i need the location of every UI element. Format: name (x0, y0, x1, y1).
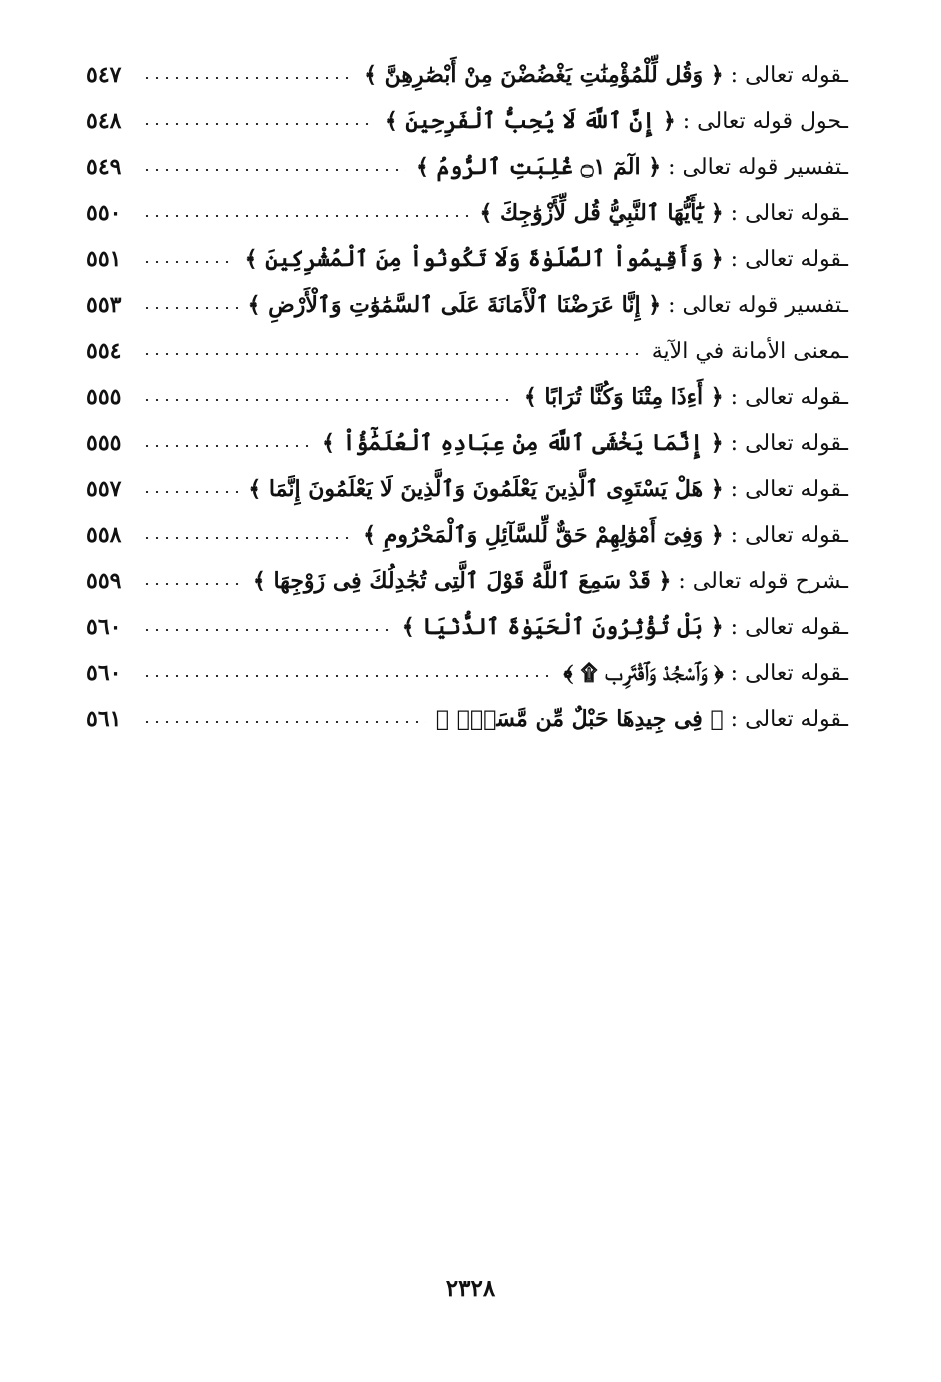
quran-verse: ﴿ فِى جِيدِهَا حَبْلٌ مِّن مَّسَدٍۭ ﴾ (435, 705, 724, 732)
dot-leader (142, 77, 354, 79)
page-number: ٥٤٧ (86, 62, 122, 88)
page-number: ٥٥٠ (86, 200, 122, 226)
dot-leader (142, 169, 406, 171)
dot-leader (142, 491, 238, 493)
quran-verse: ﴿ وَأَقِيمُواْ ٱلصَّلَوٰةَ وَلَا تَكُونُواْ مِنَ ٱلْمُشْرِكِينَ ﴾ (244, 245, 724, 272)
page-number: ٥٥٩ (86, 568, 122, 594)
page-number: ٥٥٨ (86, 522, 122, 548)
page-number: ٥٦٠ (86, 660, 122, 686)
toc-entry-title (518, 374, 848, 421)
quran-verse: ﴿ الٓمٓ ۝١ غُلِبَتِ ٱلرُّومُ ﴾ (415, 153, 662, 180)
entry-prefix: ـقوله تعالى : (723, 62, 848, 88)
dot-leader (142, 721, 426, 723)
toc-entry (86, 282, 848, 328)
entry-prefix: ـقوله تعالى : (723, 200, 848, 226)
quran-verse: ﴿ هَلْ يَسْتَوِى ٱلَّذِينَ يَعْلَمُونَ وَٱلَّذِينَ لَا يَعْلَمُونَ إِنَّمَا ﴾ (248, 475, 724, 502)
dot-leader (142, 675, 553, 677)
toc-entry (86, 98, 848, 144)
page-number: ٥٤٩ (86, 154, 122, 180)
toc-entry-title (396, 604, 848, 651)
toc-entry (86, 190, 848, 236)
toc-entry-title (239, 236, 848, 283)
page-number: ٥٦٠ (86, 614, 122, 640)
entry-prefix: ـتفسير قوله تعالى : (661, 154, 848, 180)
table-of-contents (86, 52, 848, 742)
quran-verse: ﴿ إِنَّ ٱللَّهَ لَا يُحِبُّ ٱلْفَرِحِينَ ﴾ (384, 107, 676, 134)
entry-prefix: ـقوله تعالى : (723, 476, 848, 502)
quran-verse: ﴿ أَءِذَا مِتْنَا وَكُنَّا تُرَابًا ﴾ (523, 383, 724, 410)
entry-prefix: ـمعنى الأمانة في الآية (651, 338, 848, 364)
toc-entry-title (358, 52, 848, 99)
dot-leader (142, 399, 514, 401)
dot-leader (142, 307, 238, 309)
toc-entry-title (430, 696, 848, 743)
page-number: ٥٤٨ (86, 108, 122, 134)
toc-entry (86, 144, 848, 190)
entry-prefix: ـتفسير قوله تعالى : (661, 292, 848, 318)
page-number: ٥٥١ (86, 246, 122, 272)
page-number: ٥٦١ (86, 706, 122, 732)
toc-entry-title (247, 558, 848, 605)
toc-entry (86, 604, 848, 650)
toc-entry-title (357, 512, 848, 559)
quran-verse: ﴿ وَقُل لِّلْمُؤْمِنَٰتِ يَغْضُضْنَ مِنْ أَبْصَٰرِهِنَّ ﴾ (364, 61, 724, 88)
toc-entry (86, 512, 848, 558)
entry-prefix: ـقوله تعالى : (723, 706, 848, 732)
page-number: ٥٥٤ (86, 338, 122, 364)
entry-prefix: ـشرح قوله تعالى : (671, 568, 848, 594)
toc-entry-title (646, 328, 848, 375)
dot-leader (142, 215, 469, 217)
toc-entry (86, 374, 848, 420)
toc-entry (86, 650, 848, 696)
folio-page-number: ٢٣٢٨ (445, 1275, 496, 1302)
quran-verse: ﴿ وَفِىٓ أَمْوَٰلِهِمْ حَقٌّ لِّلسَّآئِلِ وَٱلْمَحْرُومِ ﴾ (363, 521, 724, 548)
quran-verse: ﴿ يَٰٓأَيُّهَا ٱلنَّبِيُّ قُل لِّأَزْوَٰجِكَ ﴾ (479, 199, 724, 226)
dot-leader (142, 353, 642, 355)
quran-verse: ﴿ إِنَّمَا يَخْشَى ٱللَّهَ مِنْ عِبَادِهِ ٱلْعُلَمَٰٓؤُاْ ﴾ (322, 429, 724, 456)
toc-entry (86, 52, 848, 98)
toc-entry (86, 466, 848, 512)
dot-leader (142, 445, 312, 447)
dot-leader (142, 261, 235, 263)
entry-prefix: ـقوله تعالى : (723, 246, 848, 272)
toc-entry (86, 696, 848, 742)
entry-prefix: ـقوله تعالى : (723, 430, 848, 456)
toc-entry-title (473, 190, 848, 237)
entry-prefix: ـقوله تعالى : (723, 522, 848, 548)
toc-entry (86, 558, 848, 604)
page-number: ٥٥٥ (86, 430, 122, 456)
quran-verse: ﴿ إِنَّا عَرَضْنَا ٱلْأَمَانَةَ عَلَى ٱلسَّمَٰوَٰتِ وَٱلْأَرْضِ ﴾ (247, 291, 662, 318)
toc-entry-title (242, 466, 848, 513)
toc-entry (86, 420, 848, 466)
toc-entry-title (410, 144, 848, 191)
page-number: ٥٥٣ (86, 292, 122, 318)
dot-leader (142, 629, 392, 631)
quran-verse: ﴿ قَدْ سَمِعَ ٱللَّهُ قَوْلَ ٱلَّتِى تُجَٰدِلُكَ فِى زَوْجِهَا ﴾ (252, 567, 672, 594)
toc-entry-title (242, 282, 848, 329)
dot-leader (142, 537, 353, 539)
toc-entry (86, 236, 848, 282)
quran-verse: ﴿ بَلْ تُؤْثِرُونَ ٱلْحَيَوٰةَ ٱلدُّنْيَا ﴾ (401, 613, 724, 640)
toc-entry-title (557, 650, 848, 697)
page-number: ٥٥٥ (86, 384, 122, 410)
toc-entry-title (316, 420, 848, 467)
entry-prefix: ـقوله تعالى : (723, 614, 848, 640)
dot-leader (142, 123, 375, 125)
toc-entry (86, 328, 848, 374)
entry-prefix: ـقوله تعالى : (723, 384, 848, 410)
entry-prefix: ـحول قوله تعالى : (675, 108, 848, 134)
dot-leader (142, 583, 243, 585)
entry-prefix: ـقوله تعالى : (723, 660, 848, 686)
quran-verse: ﴿ وَٱسْجُدْ وَٱقْتَرِب ۩ ﴾ (563, 659, 724, 686)
toc-entry-title (379, 98, 848, 145)
page-number: ٥٥٧ (86, 476, 122, 502)
